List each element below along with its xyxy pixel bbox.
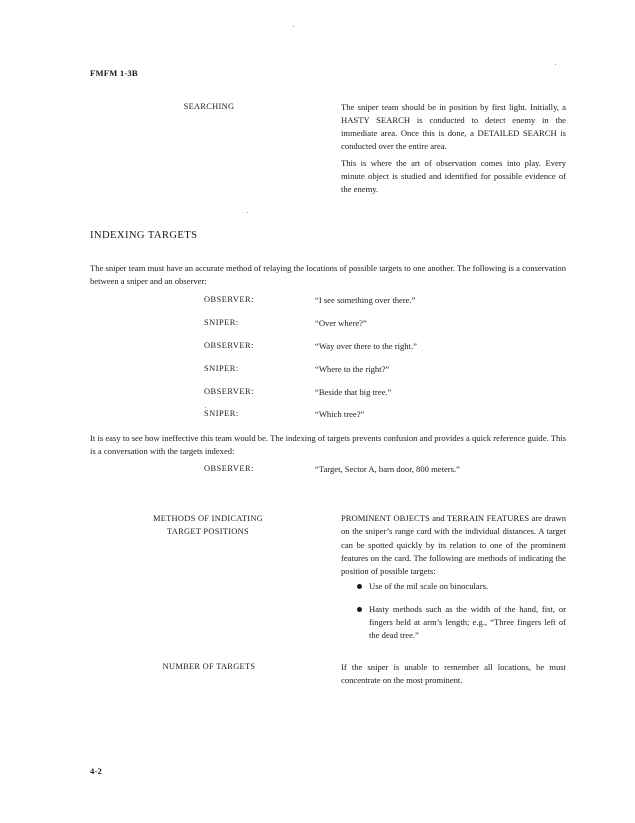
bullet-icon bbox=[357, 584, 362, 589]
dialogue-speaker: OBSERVER: bbox=[204, 387, 254, 396]
dialogue-row bbox=[204, 363, 534, 375]
dialogue-line: “Beside that big tree.” bbox=[315, 387, 392, 397]
dialogue-line: “I see something over there.” bbox=[315, 295, 416, 305]
dialogue-row bbox=[204, 317, 534, 329]
bullet-text: Use of the mil scale on binoculars. bbox=[369, 581, 489, 591]
bullet-item bbox=[369, 580, 566, 593]
scan-speck bbox=[293, 26, 294, 27]
dialogue-speaker: OBSERVER: bbox=[204, 464, 254, 473]
dialogue-row bbox=[204, 340, 534, 352]
dialogue-speaker: OBSERVER: bbox=[204, 341, 254, 350]
searching-heading: SEARCHING bbox=[183, 102, 235, 111]
methods-heading-line1: METHODS OF INDICATING bbox=[152, 514, 264, 523]
bullet-icon bbox=[357, 607, 362, 612]
methods-paragraph: PROMINENT OBJECTS and TERRAIN FEATURES are drawn on the sniper’s range card with the individual distances. A target can be spotted quickly by its relation to one of the prominent features on the card. The following are methods of indicating the position of possible targets: bbox=[341, 513, 566, 577]
dialogue-speaker: OBSERVER: bbox=[204, 295, 254, 304]
dialogue-line: “Way over there to the right.” bbox=[315, 341, 417, 351]
scan-speck bbox=[555, 64, 556, 65]
dialogue-speaker: SNIPER: bbox=[204, 409, 239, 418]
indexed-dialogue-row bbox=[204, 463, 534, 475]
methods-heading-line2: TARGET POSITIONS bbox=[167, 526, 249, 536]
indexing-followup: It is easy to see how ineffective this team would be. The indexing of targets prevents confusion and provides a quick reference guide. This is a conversation with the targets indexed: bbox=[90, 433, 566, 456]
number-of-targets-heading: NUMBER OF TARGETS bbox=[162, 662, 256, 671]
number-of-targets-paragraph: If the sniper is unable to remember all locations, he must concentrate on the most prominent. bbox=[341, 662, 566, 685]
dialogue-row bbox=[204, 386, 534, 398]
dialogue-line: “Which tree?” bbox=[315, 409, 365, 419]
dialogue-line: “Where to the right?” bbox=[315, 364, 390, 374]
dialogue-row bbox=[204, 294, 534, 306]
bullet-text: Hasty methods such as the width of the hand, fist, or fingers held at arm’s length; e.g., “Three fingers left of the dead tree.” bbox=[369, 604, 566, 640]
scan-speck bbox=[247, 212, 248, 213]
searching-paragraph-2: This is where the art of observation comes into play. Every minute object is studied and identified for possible evidence of the enemy. bbox=[341, 158, 566, 194]
dialogue-speaker: SNIPER: bbox=[204, 318, 239, 327]
dialogue-speaker: SNIPER: bbox=[204, 364, 239, 373]
bullet-item bbox=[369, 603, 566, 642]
page-number: 4-2 bbox=[90, 766, 103, 776]
dialogue-line: “Over where?” bbox=[315, 318, 367, 328]
dialogue-row bbox=[204, 408, 534, 420]
indexing-intro: The sniper team must have an accurate method of relaying the locations of possible targets to one another. The following is a conservation between a sniper and an observer: bbox=[90, 263, 566, 286]
methods-heading bbox=[140, 513, 276, 538]
dialogue-line: “Target, Sector A, barn door, 800 meters.” bbox=[315, 464, 460, 474]
document-id: FMFM 1-3B bbox=[90, 68, 138, 78]
indexing-targets-heading: INDEXING TARGETS bbox=[90, 230, 198, 241]
searching-paragraph-1: The sniper team should be in position by first light. Initially, a HASTY SEARCH is conducted to detect enemy in the immediate area. Once this is done, a DETAILED SEARCH is conducted over the entire area. bbox=[341, 102, 566, 151]
